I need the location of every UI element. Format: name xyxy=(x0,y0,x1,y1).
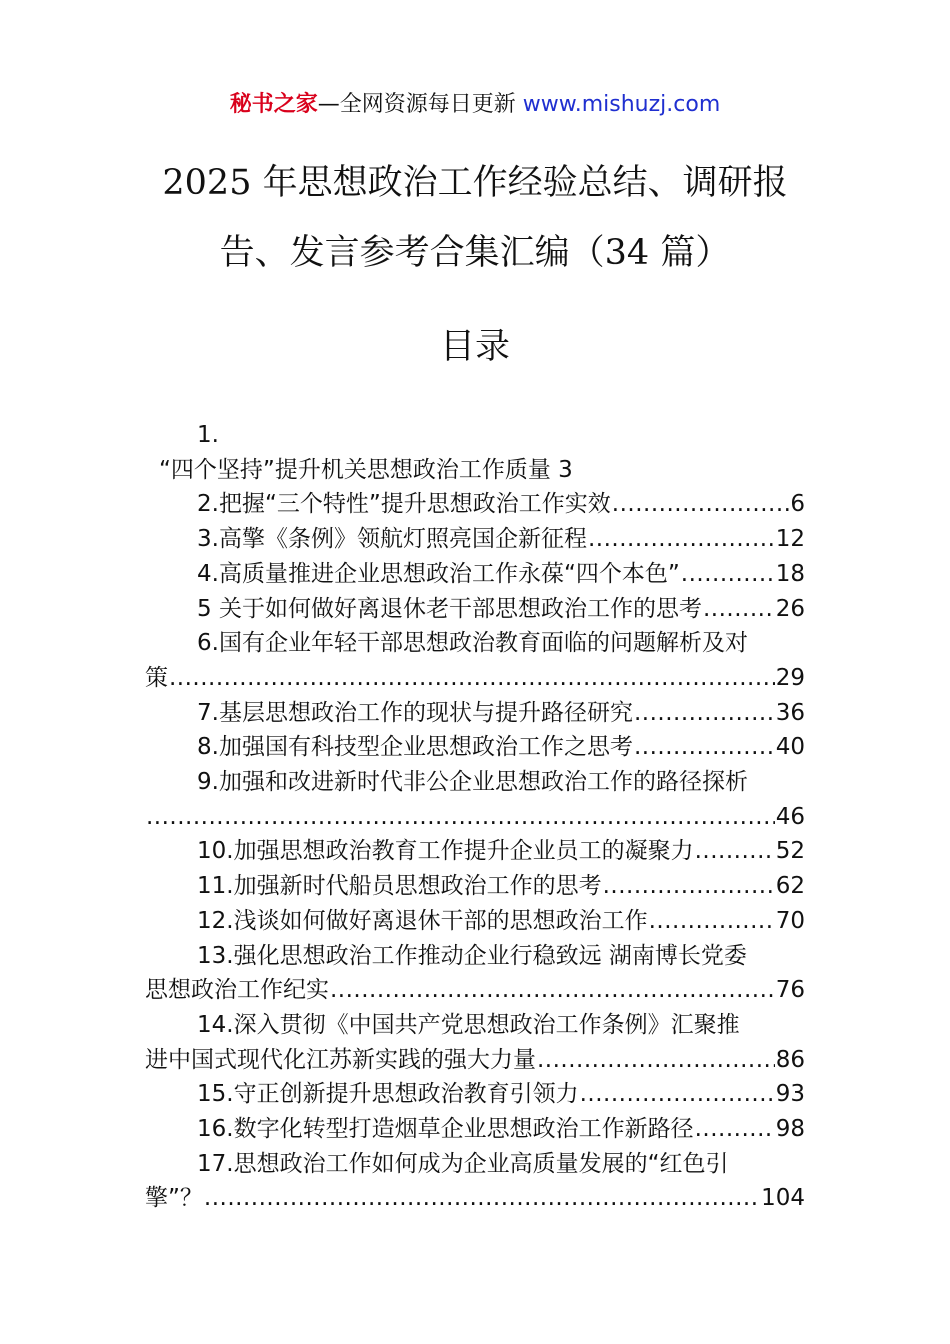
toc-entry-text: 8.加强国有科技型企业思想政治工作之思考 xyxy=(197,734,633,761)
toc-leader-dots xyxy=(146,800,775,835)
toc-entry-text: 10.加强思想政治教育工作提升企业员工的凝聚力 xyxy=(197,838,694,865)
toc-entry-text: 2.把握“三个特性”提升思想政治工作实效 xyxy=(197,491,611,518)
banner-separator: — xyxy=(317,92,340,117)
toc-entry-text: 擎”？ xyxy=(145,1185,203,1212)
toc-page-number: 76 xyxy=(775,977,805,1004)
document-title-line-1: 2025 年思想政治工作经验总结、调研报 xyxy=(162,163,788,203)
toc-entry[interactable] xyxy=(145,1147,805,1216)
toc-leader-dots xyxy=(681,557,775,592)
toc-leader-dots xyxy=(537,1043,775,1078)
toc-entry[interactable] xyxy=(145,834,805,869)
document-title-line-2: 告、发言参考合集汇编（34 篇） xyxy=(219,233,731,273)
toc-entry[interactable] xyxy=(145,939,805,1008)
toc-leader-dots xyxy=(634,696,775,731)
toc-entry[interactable] xyxy=(145,1008,805,1077)
toc-entry-text: 15.守正创新提升思想政治教育引领力 xyxy=(197,1081,579,1108)
brand-name: 秘书之家 xyxy=(229,92,318,117)
toc-page-number: 104 xyxy=(761,1185,805,1212)
toc-entry-text: 5 关于如何做好离退休老干部思想政治工作的思考 xyxy=(197,595,702,622)
toc-entry-text: 14.深入贯彻《中国共产党思想政治工作条例》汇聚推 xyxy=(197,1011,740,1038)
toc-page-number: 18 xyxy=(775,560,805,587)
toc-leader-dots xyxy=(169,661,775,696)
toc-page-number: 52 xyxy=(775,838,805,865)
toc-entry[interactable] xyxy=(145,487,805,522)
toc-leader-dots xyxy=(703,592,775,627)
toc-entry-text: 7.基层思想政治工作的现状与提升路径研究 xyxy=(197,699,633,726)
toc-leader-dots xyxy=(612,487,790,522)
toc-entry[interactable] xyxy=(145,869,805,904)
site-banner xyxy=(0,90,950,120)
toc-leader-dots xyxy=(204,1181,760,1216)
toc-entry[interactable] xyxy=(145,522,805,557)
toc-page-number: 29 xyxy=(775,664,805,691)
toc-entry-text: 4.高质量推进企业思想政治工作永葆“四个本色” xyxy=(197,560,680,587)
toc-page-number: 93 xyxy=(775,1081,805,1108)
toc-entry-text: 进中国式现代化江苏新实践的强大力量 xyxy=(145,1046,536,1073)
toc-page-number: 26 xyxy=(775,595,805,622)
toc-page-number: 70 xyxy=(775,907,805,934)
toc-entry-text: 16.数字化转型打造烟草企业思想政治工作新路径 xyxy=(197,1116,694,1143)
toc-entry-text: 6.国有企业年轻干部思想政治教育面临的问题解析及对 xyxy=(197,630,748,657)
toc-entry-text: 11.加强新时代船员思想政治工作的思考 xyxy=(197,873,602,900)
toc-entry[interactable] xyxy=(145,1112,805,1147)
toc-entry[interactable] xyxy=(145,557,805,592)
toc-page-number: 36 xyxy=(775,699,805,726)
toc-entry-1-number[interactable]: 1. xyxy=(197,422,219,448)
toc-page-number: 98 xyxy=(775,1116,805,1143)
toc-entry-list xyxy=(145,487,805,1216)
toc-entry[interactable] xyxy=(145,592,805,627)
document-title xyxy=(0,148,950,288)
toc-entry-text: 17.思想政治工作如何成为企业高质量发展的“红色引 xyxy=(197,1150,729,1177)
toc-entry[interactable] xyxy=(145,904,805,939)
toc-leader-dots xyxy=(580,1077,775,1112)
toc-leader-dots xyxy=(603,869,775,904)
toc-leader-dots xyxy=(695,834,775,869)
toc-entry-text: 策 xyxy=(145,664,168,691)
toc-entry-text: 12.浅谈如何做好离退休干部的思想政治工作 xyxy=(197,907,648,934)
toc-entry[interactable] xyxy=(145,1077,805,1112)
toc-leader-dots xyxy=(649,904,775,939)
toc-page-number: 62 xyxy=(775,873,805,900)
toc-entry[interactable] xyxy=(145,730,805,765)
toc-entry[interactable] xyxy=(145,626,805,695)
banner-tagline: 全网资源每日更新 xyxy=(339,92,516,117)
toc-page-number: 6 xyxy=(790,491,805,518)
toc-page-number: 46 xyxy=(775,803,805,830)
toc-entry[interactable] xyxy=(145,765,805,834)
toc-leader-dots xyxy=(634,730,775,765)
table-of-contents xyxy=(145,418,805,1216)
toc-page-number: 40 xyxy=(775,734,805,761)
toc-leader-dots xyxy=(695,1112,775,1147)
toc-heading: 目录 xyxy=(439,327,510,367)
toc-leader-dots xyxy=(330,973,775,1008)
site-url-link[interactable]: www.mishuzj.com xyxy=(522,92,721,117)
toc-page-number: 86 xyxy=(775,1046,805,1073)
toc-entry-text: 9.加强和改进新时代非公企业思想政治工作的路径探析 xyxy=(197,769,748,796)
toc-entry-text: 思想政治工作纪实 xyxy=(145,977,329,1004)
toc-entry-1-text[interactable]: “四个坚持”提升机关思想政治工作质量 3 xyxy=(159,456,573,483)
toc-entry[interactable] xyxy=(145,696,805,731)
toc-page-number: 12 xyxy=(775,526,805,553)
toc-entry-text: 3.高擎《条例》领航灯照亮国企新征程 xyxy=(197,526,587,553)
toc-leader-dots xyxy=(588,522,775,557)
toc-entry-text: 13.强化思想政治工作推动企业行稳致远 湖南博长党委 xyxy=(197,942,747,969)
